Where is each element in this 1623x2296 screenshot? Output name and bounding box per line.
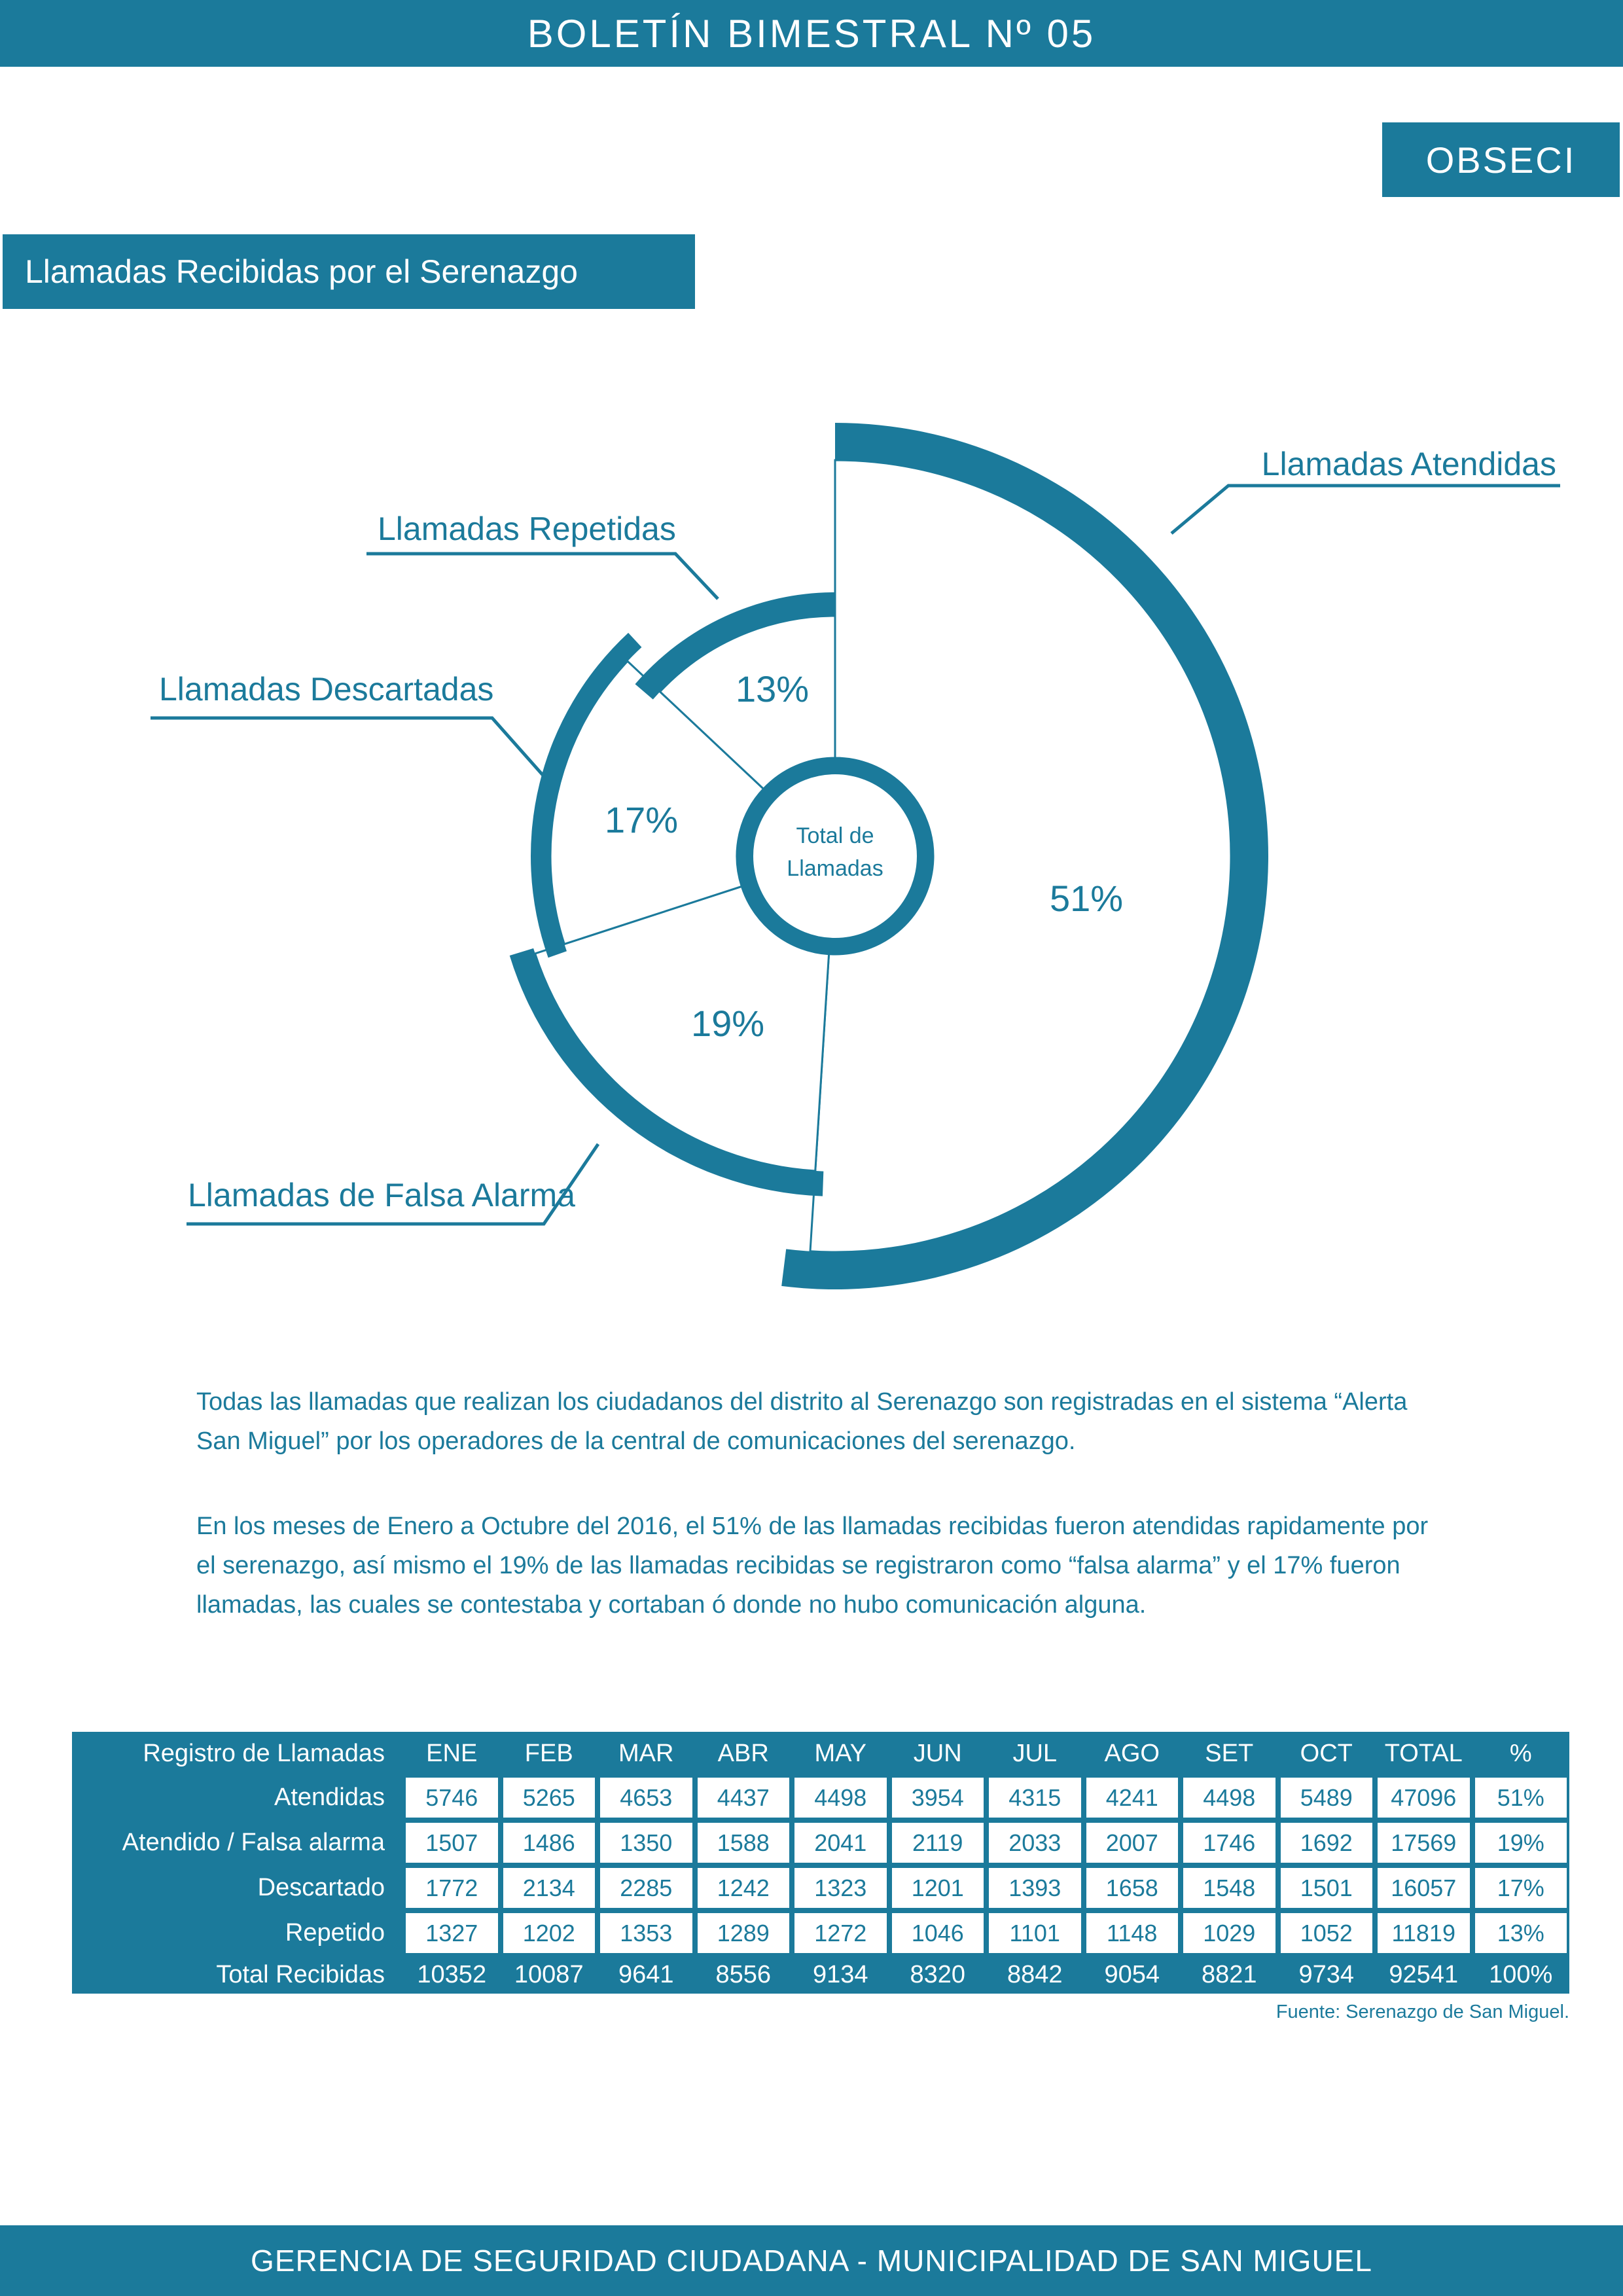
table-cell: 1588 [698,1823,790,1863]
table-cell: 92541 [1389,1960,1459,1988]
table-total-row [72,1956,1569,1994]
table-cell: 100% [1489,1960,1553,1988]
table-cell: 5746 [406,1778,498,1818]
table-cell: 8320 [910,1960,966,1988]
footer-text: GERENCIA DE SEGURIDAD CIUDADANA - MUNICIPALIDAD DE SAN MIGUEL [251,2244,1372,2278]
table-cell: 11819 [1378,1913,1470,1953]
column-header: OCT [1300,1739,1353,1767]
table-cell: 1658 [1086,1868,1179,1908]
table-cell: 4653 [600,1778,692,1818]
column-header: AGO [1104,1739,1160,1767]
table-cell: 17569 [1378,1823,1470,1863]
column-header: % [1509,1739,1532,1767]
table-cell: 4498 [1183,1778,1275,1818]
row-label: Atendidas [274,1784,385,1811]
column-header: JUL [1012,1739,1058,1767]
table-cell: 5489 [1281,1778,1373,1818]
table-cell: 1692 [1281,1823,1373,1863]
table-cell: 10352 [417,1960,487,1988]
table-cell: 1101 [989,1913,1081,1953]
slice-callout-line [366,554,718,599]
column-header: ENE [426,1739,478,1767]
slice-percent-label: 17% [604,799,679,840]
table-row [72,1820,1569,1865]
table-cell: 1148 [1086,1913,1179,1953]
table-cell: 4437 [698,1778,790,1818]
source-note: Fuente: Serenazgo de San Miguel. [1275,2001,1569,2022]
table-cell: 2007 [1086,1823,1179,1863]
table-cell: 19% [1475,1823,1567,1863]
column-header: JUN [913,1739,962,1767]
slice-callout-line [151,718,544,776]
slice-callout-line [1171,486,1560,533]
table-cell: 4241 [1086,1778,1179,1818]
table-cell: 17% [1475,1868,1567,1908]
table-cell: 2041 [794,1823,887,1863]
table-cell: 1323 [794,1868,887,1908]
table-cell: 16057 [1378,1868,1470,1908]
table-cell: 2119 [892,1823,984,1863]
table-cell: 9054 [1104,1960,1160,1988]
table-cell: 9134 [812,1960,868,1988]
table-cell: 1046 [892,1913,984,1953]
table-cell: 1501 [1281,1868,1373,1908]
table-row [72,1910,1569,1956]
table-cell: 3954 [892,1778,984,1818]
calls-table [72,1732,1569,1994]
row-label: Repetido [285,1919,385,1946]
table-cell: 1548 [1183,1868,1275,1908]
row-label: Descartado [257,1874,385,1901]
paragraph-intro: Todas las llamadas que realizan los ciudadanos del distrito al Serenazgo son registradas en el sistema “Alerta San Miguel” por los operadores de la central de comunicaciones del serenazgo. [196,1388,1408,1455]
column-header: FEB [524,1739,573,1767]
slice-percent-label: 51% [1049,878,1124,919]
slice-percent-label: 13% [735,668,810,709]
section-title: Llamadas Recibidas por el Serenazgo [25,253,578,290]
table-cell: 1052 [1281,1913,1373,1953]
table-cell: 1289 [698,1913,790,1953]
page-title: BOLETÍN BIMESTRAL Nº 05 [527,11,1096,56]
row-label: Atendido / Falsa alarma [122,1829,385,1856]
table-cell: 1029 [1183,1913,1275,1953]
table-row [72,1865,1569,1910]
table-cell: 47096 [1378,1778,1470,1818]
table-cell: 1507 [406,1823,498,1863]
table-cell: 1327 [406,1913,498,1953]
column-header: MAR [618,1739,674,1767]
table-cell: 9734 [1298,1960,1355,1988]
column-header: MAY [814,1739,867,1767]
table-cell: 1353 [600,1913,692,1953]
table-cell: 4498 [794,1778,887,1818]
table-cell: 1242 [698,1868,790,1908]
footer-banner [0,2225,1623,2296]
body-text [196,1382,1443,1624]
slice-callout-label: Llamadas de Falsa Alarma [188,1177,575,1213]
table-header-row [72,1732,1569,1775]
column-header: Registro de Llamadas [143,1739,385,1767]
table-cell: 2134 [503,1868,596,1908]
table-cell: 8821 [1201,1960,1257,1988]
table-cell: 8556 [715,1960,772,1988]
table-cell: 1772 [406,1868,498,1908]
table-cell: 1202 [503,1913,596,1953]
table-row [72,1775,1569,1820]
row-label: Total Recibidas [216,1960,385,1988]
chart-center-label: Total de [796,823,874,848]
column-header: ABR [717,1739,769,1767]
table-cell: 1350 [600,1823,692,1863]
slice-callout-label: Llamadas Atendidas [1261,446,1556,482]
table-cell: 1201 [892,1868,984,1908]
column-header: SET [1205,1739,1254,1767]
table-cell: 51% [1475,1778,1567,1818]
table-cell: 10087 [514,1960,584,1988]
table-cell: 1486 [503,1823,596,1863]
slice-callout-label: Llamadas Descartadas [159,671,494,708]
table-cell: 1746 [1183,1823,1275,1863]
table-cell: 2033 [989,1823,1081,1863]
paragraph-analysis: En los meses de Enero a Octubre del 2016, el 51% de las llamadas recibidas fueron atendidas rapidamente por el serenazgo, así mismo el 19% de las llamadas recibidas se registraron como “falsa alarma” y el 17% fueron llamadas, las cuales se contestaba y cortaban ó donde no hubo comunicación alguna. [196,1513,1429,1619]
slice-callout-label: Llamadas Repetidas [378,511,676,547]
table-cell: 4315 [989,1778,1081,1818]
column-header: TOTAL [1384,1739,1463,1767]
table-cell: 5265 [503,1778,596,1818]
table-cell: 9641 [618,1960,674,1988]
table-cell: 1393 [989,1868,1081,1908]
table-cell: 2285 [600,1868,692,1908]
table-cell: 8842 [1007,1960,1063,1988]
table-cell: 1272 [794,1913,887,1953]
slice-percent-label: 19% [690,1003,765,1044]
table-cell: 13% [1475,1913,1567,1953]
chart-center-label: Llamadas [787,856,883,881]
brand-badge-label: OBSECI [1425,139,1577,181]
